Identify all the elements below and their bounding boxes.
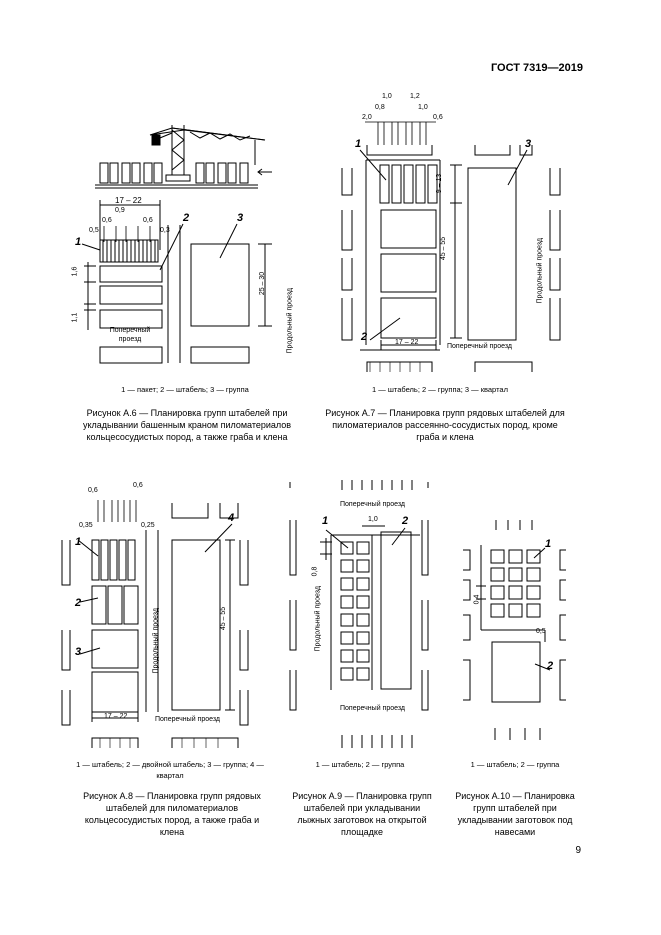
- fig6-stack: [100, 266, 162, 282]
- fig7-dim-a3: 0,8: [375, 104, 385, 111]
- fig7-dim-a5: 2,0: [362, 114, 372, 121]
- fig8-label-3: 3: [75, 646, 82, 658]
- fig7-dim-side1: 9 – 13: [436, 173, 444, 194]
- fig10-group: [492, 642, 540, 702]
- fig6-dim-d3: 0,6: [143, 217, 153, 224]
- fig7-caption: Рисунок А.7 — Планировка групп рядовых штабелей для пиломатериалов рассеянно-сосудистых пород, кроме граба и клена: [325, 408, 565, 442]
- fig6-group: [191, 244, 249, 326]
- fig8-label-2: 2: [75, 597, 82, 609]
- fig9-dim-a1: 1,0: [368, 516, 378, 523]
- fig8-cross-passage: Поперечный проезд: [155, 716, 221, 723]
- fig6-dim-d2: 0,6: [102, 217, 112, 224]
- fig9-label-2: 2: [402, 515, 409, 527]
- fig6-label-1: 1: [75, 236, 82, 248]
- fig6-label-3: 3: [237, 212, 244, 224]
- fig8-dim-a3: 0,35: [79, 522, 93, 529]
- fig6-label-2: 2: [183, 212, 190, 224]
- fig8-quarter: [172, 540, 220, 710]
- fig9-cross-passage-top: Поперечный проезд: [340, 501, 406, 508]
- fig8-legend: 1 — штабель; 2 — двойной штабель; 3 — группа; 4 — квартал: [76, 760, 264, 780]
- standard-header: ГОСТ 7319—2019: [490, 62, 583, 74]
- fig8-label-4: 4: [228, 512, 235, 524]
- fig6-dim-d1: 0,9: [115, 207, 125, 214]
- fig8-long-passage: Продольный проезд: [152, 608, 160, 674]
- fig9-stacks: [341, 542, 369, 680]
- fig10-stacks: [491, 550, 540, 617]
- fig7-dim-a4: 1,0: [418, 104, 428, 111]
- fig6-dim-d4: 0,5: [89, 227, 99, 234]
- fig8-caption: Рисунок А.8 — Планировка групп рядовых штабелей для пиломатериалов кольцесосудистых пород, а также граба и клена: [83, 791, 261, 837]
- fig6-dim-side: 25 – 30: [259, 271, 267, 296]
- fig7-dim-a2: 1,2: [410, 93, 420, 100]
- fig10-label-2: 2: [547, 660, 554, 672]
- fig9-dim-a2: 0,8: [311, 566, 319, 577]
- fig6-long-passage: Продольный проезд: [286, 288, 294, 354]
- fig6-dim-d6: 1,6: [71, 266, 79, 277]
- fig6-dim-d5: 0,3: [160, 227, 170, 234]
- fig10-dim-a2: 0,5: [536, 628, 546, 635]
- fig10-legend: 1 — штабель; 2 — группа: [470, 760, 560, 769]
- fig10-caption: Рисунок А.10 — Планировка групп штабелей при укладывании заготовок под навесами: [455, 791, 575, 837]
- fig7-legend: 1 — штабель; 2 — группа; 3 — квартал: [372, 385, 508, 394]
- fig7-quarter: [468, 168, 516, 340]
- fig7-dim-side2: 45 – 55: [440, 236, 448, 261]
- fig8-dim-side: 45 – 55: [220, 606, 228, 631]
- fig7-label-1: 1: [355, 138, 362, 150]
- fig9-caption: Рисунок А.9 — Планировка групп штабелей при укладывании лыжных заготовок на открытой площадке: [292, 791, 432, 837]
- fig8-group: [92, 630, 138, 668]
- fig6-legend: 1 — пакет; 2 — штабель; 3 — группа: [121, 385, 249, 394]
- fig9-label-1: 1: [322, 515, 329, 527]
- page-number: 9: [575, 845, 581, 856]
- fig8-dim-a4: 0,25: [141, 522, 155, 529]
- fig8-dim-a1: 0,6: [88, 487, 98, 494]
- fig8-stacks: [92, 540, 135, 580]
- fig6-dim-top: 17 – 22: [115, 196, 142, 205]
- fig7-dim-a6: 0,6: [433, 114, 443, 121]
- fig6-cross-passage: Поперечный проезд: [109, 327, 151, 343]
- fig6-packs: [100, 226, 158, 262]
- fig8-dim-bottom: 17 – 22: [104, 713, 128, 720]
- fig9-cross-passage-bottom: Поперечный проезд: [340, 705, 406, 712]
- fig7-label-2: 2: [361, 331, 368, 343]
- fig7-long-passage: Продольный проезд: [536, 238, 544, 304]
- fig9-group: [381, 532, 411, 689]
- fig7-drawing: [342, 122, 560, 372]
- fig10-label-1: 1: [545, 538, 552, 550]
- fig6-dim-d7: 1,1: [71, 312, 79, 323]
- fig9-long-passage: Продольный проезд: [314, 586, 322, 652]
- fig7-label-3: 3: [525, 138, 532, 150]
- fig9-legend: 1 — штабель; 2 — группа: [315, 760, 405, 769]
- fig7-stacks: [380, 165, 437, 203]
- fig8-dim-a2: 0,6: [133, 482, 143, 489]
- fig7-dim-bottom: 17 – 22: [395, 339, 419, 346]
- fig6-caption: Рисунок А.6 — Планировка групп штабелей при укладывании башенным краном пиломатериалов кольцесосудистых пород, а также граба и клена: [82, 408, 292, 442]
- fig7-dim-a1: 1,0: [382, 93, 392, 100]
- fig7-cross-passage: Поперечный проезд: [447, 343, 513, 350]
- fig10-drawing: [463, 520, 566, 740]
- fig10-dim-a1: 0,4: [473, 594, 481, 605]
- fig8-label-1: 1: [75, 536, 82, 548]
- fig7-group: [381, 298, 436, 338]
